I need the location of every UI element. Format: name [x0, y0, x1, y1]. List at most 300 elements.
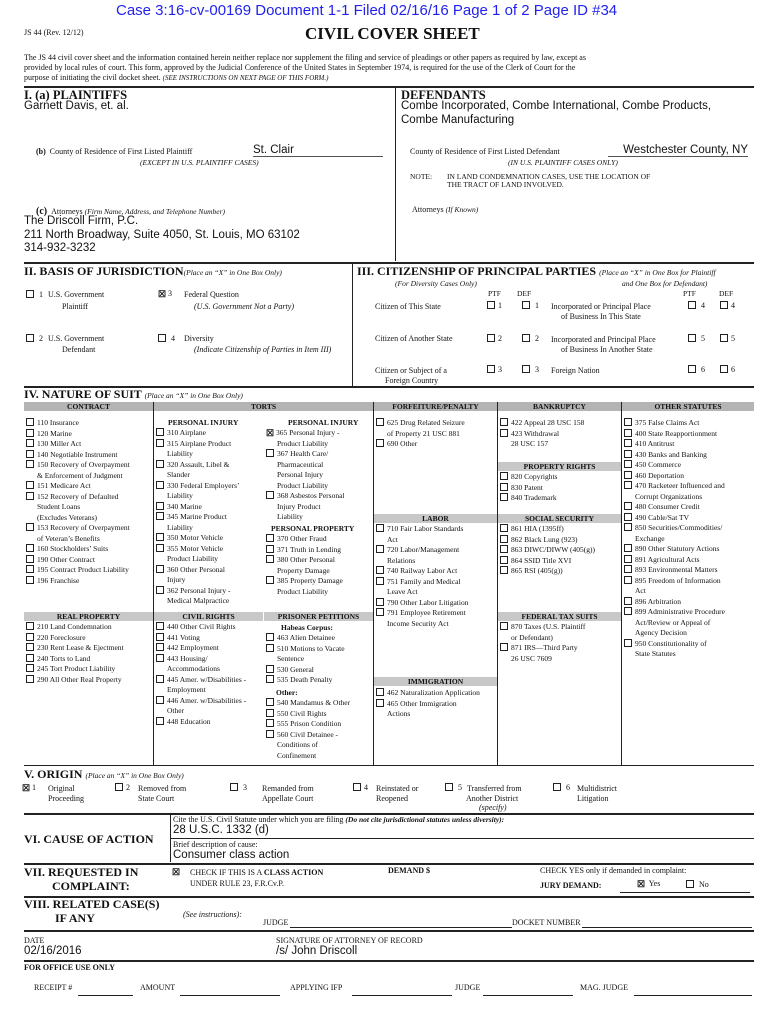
suit-option-label: 740 Railway Labor Act [387, 566, 458, 575]
checkbox-icon[interactable] [266, 491, 274, 499]
checkbox-icon[interactable] [156, 675, 164, 683]
case-banner: Case 3:16-cv-00169 Document 1-1 Filed 02/16/16 Page 1 of 2 Page ID #34 [116, 2, 618, 19]
suit-option-label: 490 Cable/Sat TV [635, 512, 690, 522]
checkbox-icon[interactable] [26, 460, 34, 468]
checkbox-icon[interactable] [500, 483, 508, 491]
suit-option[interactable] [26, 460, 130, 471]
suit-option[interactable] [26, 565, 130, 576]
suit-option-continuation [266, 460, 345, 471]
intro-line-2: provided by local rules of court. This form, approved by the Judicial Conference of the United States in September 1974, is required for the use of the Clerk of Court for the [24, 63, 576, 72]
suit-option[interactable] [26, 450, 130, 461]
suit-option-continuation [500, 654, 585, 665]
suit-option-label: Product Liability [167, 554, 219, 563]
suit-option[interactable] [500, 622, 585, 633]
suit-option[interactable] [624, 481, 725, 492]
suit-option[interactable] [156, 460, 239, 471]
checkbox-icon[interactable] [156, 544, 164, 552]
def-attorneys-label: Attorneys [412, 205, 444, 214]
jurisdiction-opt-3[interactable]: ☒ 3 [158, 289, 172, 299]
checkbox-icon[interactable] [26, 544, 34, 552]
header-bankruptcy: BANKRUPTCY [498, 402, 621, 411]
checkbox-icon[interactable] [500, 566, 508, 574]
citizenship-row-3: Citizen or Subject of a [375, 366, 447, 375]
checkbox-icon[interactable] [376, 598, 384, 606]
suit-option[interactable] [266, 555, 343, 566]
suit-option-label: 950 Constitutionality of [635, 638, 707, 648]
suit-option[interactable] [26, 429, 130, 440]
checkbox-icon[interactable] [266, 730, 274, 738]
suit-option-label: 365 Personal Injury - [276, 428, 340, 437]
suit-option[interactable] [156, 439, 239, 450]
suit-option-label: 150 Recovery of Overpayment [37, 460, 130, 469]
suit-option-continuation [376, 556, 468, 567]
suit-option[interactable] [156, 512, 239, 523]
checkbox-icon[interactable] [624, 439, 632, 447]
checkbox-icon[interactable] [500, 535, 508, 543]
suit-option-continuation [624, 534, 725, 545]
ptf-header: PTF [488, 289, 501, 298]
jurisdiction-title: II. BASIS OF JURISDICTION [24, 264, 184, 278]
suit-option[interactable] [26, 555, 130, 566]
checkbox-icon[interactable] [266, 675, 274, 683]
jurisdiction-opt-3-sub: (U.S. Government Not a Party) [194, 302, 294, 311]
suit-option[interactable] [376, 566, 468, 577]
suit-option[interactable] [156, 633, 246, 644]
row1-rptf[interactable]: 4 [688, 301, 705, 310]
suit-option[interactable] [26, 664, 124, 675]
list-prisoner-other [266, 698, 350, 761]
statute-value: 28 U.S.C. 1332 (d) [173, 824, 269, 836]
suit-option[interactable] [156, 675, 246, 686]
checkbox-icon[interactable] [266, 698, 274, 706]
row2-rptf[interactable]: 5 [688, 334, 705, 343]
suit-option-continuation [376, 587, 468, 598]
suit-option-label: 820 Copyrights [511, 472, 558, 481]
suit-option[interactable] [26, 523, 130, 534]
nature-hint: (Place an “X” in One Box Only) [144, 391, 243, 400]
suit-option[interactable] [376, 418, 465, 429]
suit-option[interactable] [376, 699, 480, 710]
checkbox-icon[interactable] [500, 524, 508, 532]
checkbox-icon[interactable] [376, 577, 384, 585]
checkbox-icon[interactable] [624, 471, 632, 479]
suit-option[interactable] [266, 449, 345, 460]
suit-option[interactable] [156, 565, 239, 576]
checkbox-icon[interactable] [266, 633, 274, 641]
suit-option[interactable] [500, 493, 557, 504]
header-civil-rights: CIVIL RIGHTS [154, 612, 263, 621]
suit-option[interactable] [156, 622, 246, 633]
checkbox-icon[interactable] [376, 545, 384, 553]
checkbox-icon[interactable] [624, 429, 632, 437]
intro-line-1: The JS 44 civil cover sheet and the information contained herein neither replace nor supplement the filing and service of pleadings or other papers as required by law, except as [24, 53, 586, 62]
suit-option[interactable] [266, 545, 343, 556]
origin-opt-2[interactable]: 2 [115, 783, 130, 792]
suit-option[interactable] [376, 545, 468, 556]
suit-option[interactable] [156, 643, 246, 654]
checkbox-icon[interactable] [26, 429, 34, 437]
suit-option-label: 375 False Claims Act [635, 418, 700, 427]
suit-option[interactable] [26, 481, 130, 492]
checkbox-icon[interactable] [26, 565, 34, 573]
checkbox-icon[interactable] [156, 565, 164, 573]
origin-opt-1[interactable]: ☒ 1 [22, 783, 36, 793]
checkbox-icon[interactable] [500, 556, 508, 564]
checkbox-icon[interactable] [156, 633, 164, 641]
suit-option[interactable] [624, 523, 725, 534]
suit-option[interactable] [624, 450, 725, 461]
origin-opt-5-specify: (specify) [479, 803, 507, 812]
suit-option[interactable] [376, 524, 468, 535]
suit-option-label: 540 Mandamus & Other [277, 698, 351, 707]
row1-right: Incorporated or Principal Place [551, 302, 651, 311]
suit-option-label: 430 Banks and Banking [635, 449, 707, 459]
suit-option[interactable] [266, 491, 345, 502]
checkbox-icon[interactable] [26, 576, 34, 584]
cite-label: Cite the U.S. Civil Statute under which you are filing [173, 815, 344, 824]
suit-option-continuation [156, 664, 246, 675]
suit-option-continuation [624, 649, 725, 660]
checkbox-icon[interactable] [156, 502, 164, 510]
list-bankruptcy [500, 418, 584, 450]
row2-ptf[interactable]: 2 [487, 334, 502, 343]
checkbox-icon[interactable] [624, 502, 632, 510]
checkbox-icon[interactable] [266, 449, 274, 457]
checkbox-icon[interactable] [156, 586, 164, 594]
checkbox-icon[interactable] [500, 493, 508, 501]
suit-option-continuation [500, 633, 585, 644]
checkbox-icon[interactable] [376, 566, 384, 574]
suit-option[interactable] [26, 418, 130, 429]
checkbox-icon[interactable] [266, 644, 274, 652]
suit-option[interactable] [624, 418, 725, 429]
suit-option-label: Act [387, 534, 398, 544]
suit-option-label: 890 Other Statutory Actions [635, 544, 720, 553]
row3-rdef[interactable]: 6 [720, 365, 735, 374]
suit-option-label: 160 Stockholders’ Suits [37, 544, 109, 553]
suit-option[interactable] [624, 460, 725, 471]
suit-option-continuation [266, 481, 345, 492]
suit-option-label: 370 Other Fraud [277, 534, 327, 543]
residence-plaintiff-value: St. Clair [253, 144, 383, 157]
suit-option[interactable] [156, 428, 239, 439]
checkbox-icon[interactable] [26, 418, 34, 426]
checkbox-icon[interactable] [26, 654, 34, 662]
note-line-2: THE TRACT OF LAND INVOLVED. [447, 180, 564, 189]
origin-opt-6[interactable]: 6 [553, 783, 570, 792]
suit-option-label: 385 Property Damage [277, 576, 343, 585]
checkbox-icon[interactable] [376, 418, 384, 426]
checkbox-icon[interactable] [376, 524, 384, 532]
suit-option[interactable] [156, 717, 246, 728]
row3-def[interactable]: 3 [522, 365, 539, 374]
suit-option-label: 196 Franchise [37, 575, 80, 585]
checkbox-icon[interactable] [376, 608, 384, 616]
suit-option[interactable] [266, 719, 350, 730]
checkbox-icon[interactable] [624, 418, 632, 426]
checkbox-icon[interactable] [500, 622, 508, 630]
attorneys-label: Attorneys [51, 207, 83, 216]
checkbox-icon[interactable] [500, 429, 508, 437]
suit-option-label: 448 Education [167, 716, 211, 726]
row1-ptf[interactable]: 1 [487, 301, 502, 310]
suit-option[interactable] [500, 566, 595, 577]
origin-opt-4[interactable]: 4 [353, 783, 368, 792]
checkbox-icon[interactable] [500, 545, 508, 553]
checkbox-icon[interactable] [624, 565, 632, 573]
row3-ptf[interactable]: 3 [487, 365, 502, 374]
jury-yes[interactable]: ☒ Yes [637, 879, 661, 889]
checked-x-icon: ☒ [22, 783, 31, 793]
checkbox-icon[interactable] [156, 428, 164, 436]
checkbox-icon[interactable] [156, 643, 164, 651]
checkbox-icon[interactable] [266, 534, 274, 542]
checkbox-icon[interactable] [500, 418, 508, 426]
class-action-checkbox[interactable] [172, 867, 182, 876]
jurisdiction-opt-1[interactable]: 1 [26, 290, 43, 299]
suit-option[interactable] [376, 598, 468, 609]
checkbox-icon[interactable] [624, 481, 632, 489]
checkbox-icon[interactable] [266, 719, 274, 727]
suit-option[interactable] [376, 439, 465, 450]
attorneys-detail: (Firm Name, Address, and Telephone Number) [84, 207, 226, 216]
checkbox-icon[interactable] [156, 717, 164, 725]
suit-option[interactable] [624, 544, 725, 555]
suit-option[interactable] [376, 608, 468, 619]
suit-option[interactable] [156, 533, 239, 544]
checkbox-icon[interactable] [376, 699, 384, 707]
suit-option[interactable] [156, 502, 239, 513]
suit-option[interactable] [624, 639, 725, 650]
suit-option-label: 865 RSI (405(g)) [511, 566, 563, 575]
suit-option[interactable] [500, 535, 595, 546]
suit-option[interactable] [500, 524, 595, 535]
origin-opt-3[interactable]: 3 [230, 783, 247, 792]
citizenship-row-1: Citizen of This State [375, 302, 441, 311]
signature-label: SIGNATURE OF ATTORNEY OF RECORD [276, 936, 423, 945]
suit-option[interactable] [26, 675, 124, 686]
checkbox-icon[interactable] [156, 696, 164, 704]
suit-option-label: 560 Civil Detainee - [277, 729, 339, 739]
suit-option[interactable] [26, 492, 130, 503]
checkbox-icon[interactable] [624, 576, 632, 584]
checkbox-icon[interactable] [26, 622, 34, 630]
suit-option[interactable] [500, 472, 557, 483]
suit-option[interactable] [156, 696, 246, 707]
suit-option-label: 130 Miller Act [37, 439, 82, 448]
suit-option[interactable] [624, 565, 725, 576]
suit-option[interactable] [26, 576, 130, 587]
suit-option[interactable] [26, 633, 124, 644]
form-title: CIVIL COVER SHEET [305, 24, 480, 43]
suit-option[interactable] [376, 577, 468, 588]
checkbox-icon[interactable] [156, 481, 164, 489]
list-property-rights [500, 472, 557, 504]
suit-option[interactable] [266, 534, 343, 545]
checkbox-icon[interactable] [376, 439, 384, 447]
brief-value: Consumer class action [173, 849, 290, 861]
suit-option[interactable] [26, 643, 124, 654]
suit-option[interactable] [266, 675, 345, 686]
suit-option-label: 891 Agricultural Acts [635, 554, 700, 564]
checkbox-icon[interactable] [26, 664, 34, 672]
suit-option-continuation [266, 512, 345, 523]
suit-option-label: 350 Motor Vehicle [167, 533, 224, 542]
suit-option-label: 240 Torts to Land [37, 653, 91, 663]
checkbox-icon[interactable] [26, 492, 34, 500]
suit-option[interactable] [266, 576, 343, 587]
checkbox-icon[interactable] [624, 597, 632, 605]
suit-option-label: 120 Marine [37, 428, 72, 438]
form-id: JS 44 (Rev. 12/12) [24, 28, 84, 37]
suit-option[interactable] [624, 555, 725, 566]
suit-option[interactable] [500, 643, 585, 654]
cause-title: VI. CAUSE OF ACTION [24, 832, 154, 846]
jurisdiction-opt-4[interactable]: 4 [158, 334, 175, 343]
checkbox-icon[interactable] [26, 555, 34, 563]
checkbox-icon[interactable] [26, 523, 34, 531]
suit-option-label: 423 Withdrawal [511, 428, 560, 438]
suit-option[interactable] [624, 429, 725, 440]
suit-option[interactable] [266, 665, 345, 676]
suit-option[interactable] [624, 607, 725, 618]
checkbox-icon[interactable] [26, 439, 34, 447]
list-forfeiture [376, 418, 465, 450]
suit-option[interactable] [624, 597, 725, 608]
suit-option[interactable] [266, 428, 345, 439]
class-action-rule: UNDER RULE 23, F.R.Cv.P. [190, 879, 284, 888]
row3-right: Foreign Nation [551, 366, 600, 375]
habeas-label: Habeas Corpus: [281, 623, 333, 632]
suit-option[interactable] [26, 654, 124, 665]
suit-option-continuation [26, 502, 130, 513]
checked-x-icon[interactable]: ☒ [266, 428, 275, 438]
row3-rptf[interactable]: 6 [688, 365, 705, 374]
suit-option[interactable] [500, 429, 584, 440]
checkbox-icon[interactable] [156, 654, 164, 662]
suit-option[interactable] [500, 545, 595, 556]
suit-option[interactable] [266, 633, 345, 644]
requested-title-1: VII. REQUESTED IN [24, 865, 139, 879]
suit-option-label: 790 Other Labor Litigation [387, 597, 469, 607]
suit-option[interactable] [500, 418, 584, 429]
suit-option-label: 550 Civil Rights [277, 708, 327, 718]
checkbox-icon[interactable] [156, 533, 164, 541]
checkbox-icon[interactable] [624, 523, 632, 531]
checkbox-icon[interactable] [624, 513, 632, 521]
checkbox-icon[interactable] [624, 555, 632, 563]
class-action-bold: CLASS ACTION [263, 868, 324, 877]
jurisdiction-opt-2-label: U.S. Government [48, 334, 105, 343]
suit-option[interactable] [500, 556, 595, 567]
suit-option[interactable] [266, 730, 350, 741]
row1-right-2: of Business In This State [561, 312, 641, 321]
checkbox-icon[interactable] [156, 622, 164, 630]
suit-option[interactable] [156, 586, 239, 597]
note-line-1: IN LAND CONDEMNATION CASES, USE THE LOCATION OF [447, 172, 651, 181]
suit-option[interactable] [26, 622, 124, 633]
suit-option-label: 441 Voting [167, 632, 200, 642]
suit-option[interactable] [156, 481, 239, 492]
checkbox-icon[interactable] [624, 639, 632, 647]
suit-option[interactable] [266, 709, 350, 720]
suit-option-label: 720 Labor/Management [387, 545, 460, 554]
origin-opt-5[interactable]: 5 [445, 783, 462, 792]
row1-def[interactable]: 1 [522, 301, 539, 310]
checkbox-icon[interactable] [624, 607, 632, 615]
row2-def[interactable]: 2 [522, 334, 539, 343]
brief-label: Brief description of cause: [173, 840, 258, 849]
jurisdiction-opt-2[interactable]: 2 [26, 334, 43, 343]
suit-option[interactable] [156, 544, 239, 555]
row1-rdef[interactable]: 4 [720, 301, 735, 310]
checkbox-icon[interactable] [26, 481, 34, 489]
jury-no[interactable]: No [686, 880, 709, 889]
suit-option[interactable] [624, 502, 725, 513]
suit-option[interactable] [624, 439, 725, 450]
suit-option-label: 690 Other [387, 439, 418, 448]
suit-option-label: 710 Fair Labor Standards [387, 524, 464, 533]
suit-option[interactable] [624, 513, 725, 524]
suit-option-continuation [156, 685, 246, 696]
suit-option-label: 465 Other Immigration [387, 698, 457, 708]
suit-option[interactable] [624, 576, 725, 587]
citizenship-diversity: (For Diversity Cases Only) [395, 279, 477, 288]
suit-option[interactable] [266, 644, 345, 655]
checkbox-icon[interactable] [266, 545, 274, 553]
note-label: NOTE: [410, 172, 433, 181]
demand-label: DEMAND $ [388, 866, 430, 875]
suit-option-continuation [156, 554, 239, 565]
suit-option[interactable] [26, 439, 130, 450]
checkbox-icon[interactable] [624, 460, 632, 468]
checkbox-icon[interactable] [156, 460, 164, 468]
suit-option-label: 310 Airplane [167, 428, 206, 437]
checkbox-icon[interactable] [156, 439, 164, 447]
suit-option[interactable] [26, 544, 130, 555]
suit-option-label: 440 Other Civil Rights [167, 622, 236, 631]
header-labor: LABOR [374, 514, 497, 523]
suit-option[interactable] [266, 698, 350, 709]
suit-option-label: Product Liability [277, 480, 329, 490]
checkbox-icon[interactable] [266, 665, 274, 673]
suit-option-continuation [624, 628, 725, 639]
checkbox-icon[interactable] [624, 544, 632, 552]
checkbox-icon[interactable] [624, 450, 632, 458]
checkbox-icon[interactable] [266, 576, 274, 584]
suit-option[interactable] [624, 471, 725, 482]
checkbox-icon[interactable] [156, 512, 164, 520]
checkbox-icon[interactable] [376, 688, 384, 696]
suit-option-label: Student Loans [37, 502, 81, 511]
checkbox-icon[interactable] [500, 643, 508, 651]
citizenship-title: III. CITIZENSHIP OF PRINCIPAL PARTIES [357, 264, 597, 278]
checkbox-icon[interactable] [266, 709, 274, 717]
suit-option-continuation [624, 618, 725, 629]
checkbox-icon[interactable] [26, 450, 34, 458]
checkbox-icon[interactable] [500, 472, 508, 480]
suit-option[interactable] [156, 654, 246, 665]
row2-rdef[interactable]: 5 [720, 334, 735, 343]
checked-x-icon: ☒ [172, 867, 181, 877]
checkbox-icon[interactable] [26, 633, 34, 641]
related-title-1: VIII. RELATED CASE(S) [24, 897, 160, 911]
checkbox-icon[interactable] [26, 675, 34, 683]
suit-option[interactable] [376, 688, 480, 699]
suit-option[interactable] [500, 483, 557, 494]
checkbox-icon[interactable] [266, 555, 274, 563]
checkbox-icon[interactable] [26, 643, 34, 651]
